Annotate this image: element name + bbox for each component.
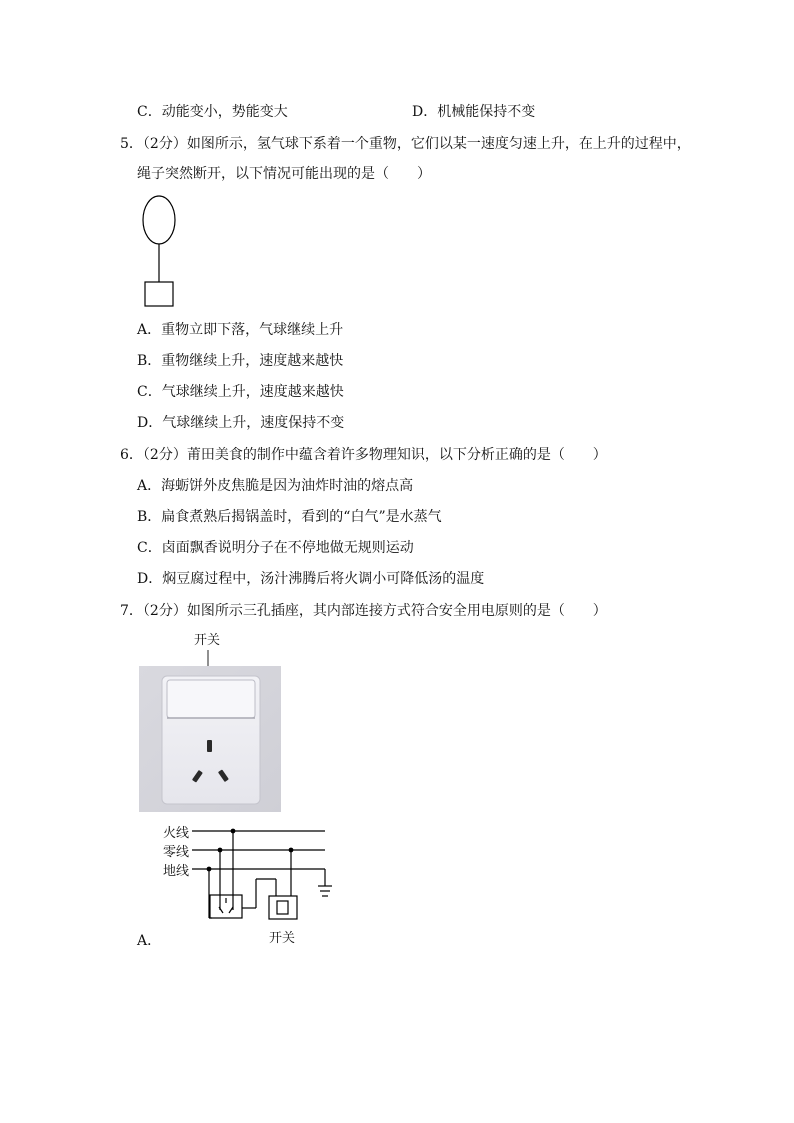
q4-option-c: C．动能变小，势能变大 — [137, 104, 288, 120]
circuit-switch — [269, 896, 297, 919]
photo-switch-label: 开关 — [194, 633, 221, 648]
q7-option-a: A． — [137, 933, 162, 949]
q4-option-d: D．机械能保持不变 — [412, 104, 536, 120]
label-fire-wire: 火线 — [163, 826, 190, 841]
balloon-figure — [140, 194, 180, 310]
q5-option-b: B．重物继续上升，速度越来越快 — [137, 353, 344, 369]
q5-option-d: D．气球继续上升，速度保持不变 — [137, 415, 345, 431]
q7-stem: 7．（2分）如图所示三孔插座，其内部连接方式符合安全用电原则的是（ ） — [120, 603, 607, 619]
q6-stem: 6．（2分）莆田美食的制作中蕴含着许多物理知识，以下分析正确的是（ ） — [120, 447, 607, 463]
q6-option-c: C．卤面飘香说明分子在不停地做无规则运动 — [137, 540, 414, 556]
circuit-option-a — [190, 820, 340, 930]
label-ground-wire: 地线 — [163, 864, 190, 879]
label-neutral-wire: 零线 — [163, 845, 190, 860]
q5-stem-line1: 5．（2分）如图所示，氢气球下系着一个重物，它们以某一速度匀速上升，在上升的过程中， — [120, 136, 691, 152]
balloon-shape — [143, 196, 175, 244]
label-switch: 开关 — [269, 931, 296, 946]
socket-hole-top — [207, 740, 212, 752]
q6-option-b: B．扁食煮熟后揭锅盖时，看到的“白气”是水蒸气 — [137, 509, 442, 525]
rocker-switch — [167, 680, 255, 718]
q5-option-c: C．气球继续上升，速度越来越快 — [137, 384, 344, 400]
weight-box — [145, 282, 173, 306]
socket-photo — [139, 650, 281, 812]
q5-option-a: A．重物立即下落，气球继续上升 — [137, 322, 344, 338]
q6-option-d: D．焖豆腐过程中，汤汁沸腾后将火调小可降低汤的温度 — [137, 571, 485, 587]
q6-option-a: A．海蛎饼外皮焦脆是因为油炸时油的熔点高 — [137, 478, 414, 494]
q5-stem-line2: 绳子突然断开，以下情况可能出现的是（ ） — [137, 166, 431, 182]
